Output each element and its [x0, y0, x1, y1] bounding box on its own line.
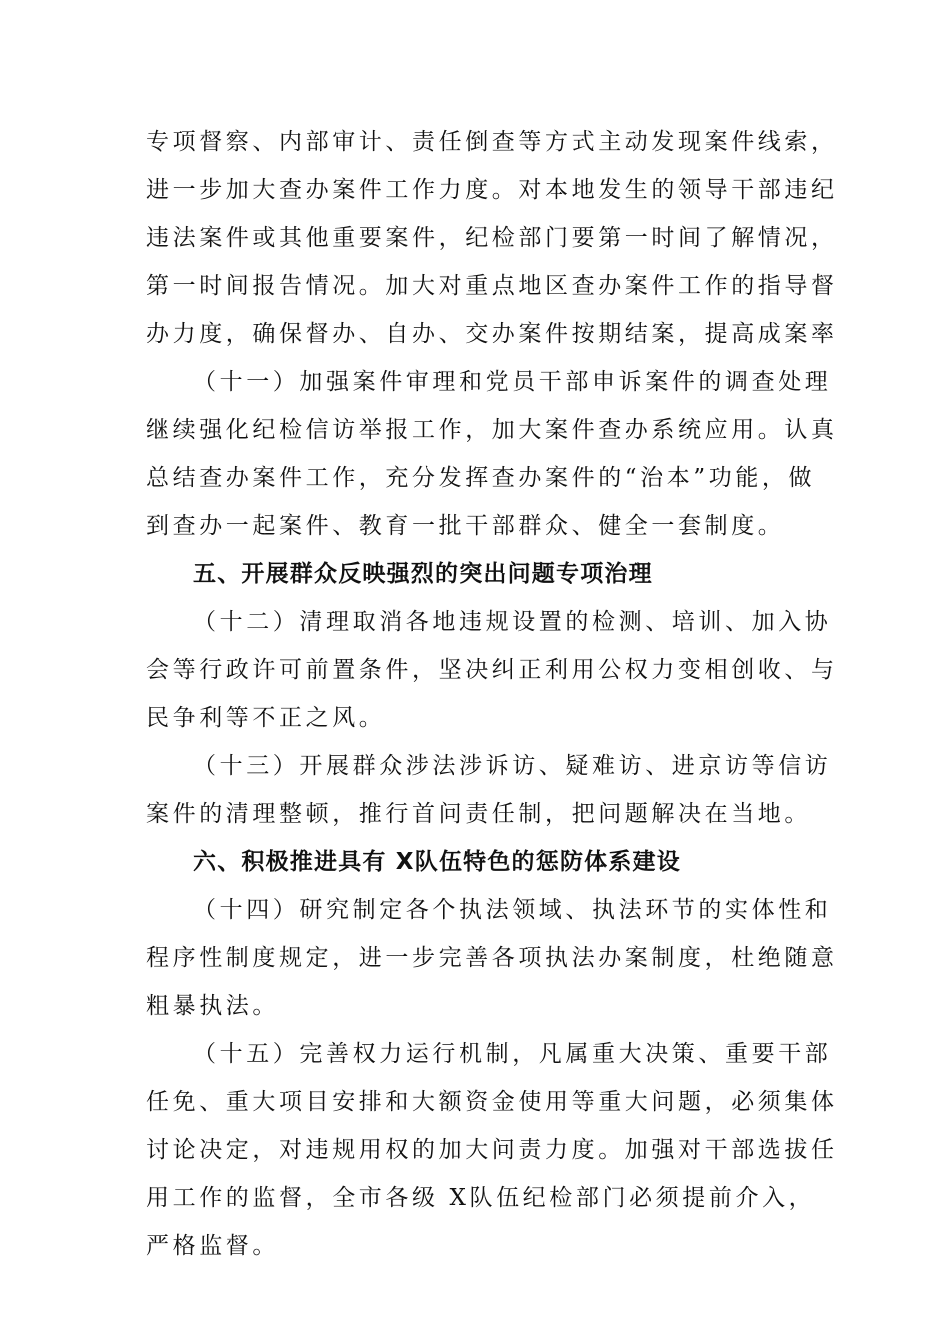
body-line: 总结查办案件工作，充分发挥查办案件的“治本”功能，做: [146, 465, 816, 491]
body-line: 任免、重大项目安排和大额资金使用等重大问题，必须集体: [146, 1089, 838, 1115]
body-line: 进一步加大查办案件工作力度。对本地发生的领导干部违纪: [146, 177, 838, 203]
document-body: [146, 118, 838, 1270]
body-line: 程序性制度规定，进一步完善各项执法办案制度，杜绝随意: [146, 945, 838, 971]
body-line: 案件的清理整顿，推行首问责任制，把问题解决在当地。: [146, 801, 811, 827]
paragraph-15-start: （十五）完善权力运行机制，凡属重大决策、重要干部: [193, 1041, 832, 1067]
section-heading-5: 五、开展群众反映强烈的突出问题专项治理: [193, 561, 653, 587]
body-line: 会等行政许可前置条件，坚决纠正利用公权力变相创收、与: [146, 657, 838, 683]
body-line: 民争利等不正之风。: [146, 705, 386, 731]
body-line: 讨论决定，对违规用权的加大问责力度。加强对干部选拔任: [146, 1137, 838, 1163]
body-line: 严格监督。: [146, 1233, 279, 1259]
body-line: 粗暴执法。: [146, 993, 279, 1019]
body-line: 专项督察、内部审计、责任倒查等方式主动发现案件线索，: [146, 129, 838, 155]
body-line: 违法案件或其他重要案件，纪检部门要第一时间了解情况，: [146, 225, 838, 251]
paragraph-13-start: （十三）开展群众涉法涉诉访、疑难访、进京访等信访: [193, 753, 832, 779]
section-heading-6: 六、积极推进具有 X队伍特色的惩防体系建设: [193, 849, 681, 875]
body-line: 办力度，确保督办、自办、交办案件按期结案，提高成案率: [146, 321, 838, 347]
body-line: 到查办一起案件、教育一批干部群众、健全一套制度。: [146, 513, 785, 539]
body-line: 用工作的监督，全市各级 X队伍纪检部门必须提前介入，: [146, 1185, 816, 1211]
paragraph-11-start: （十一）加强案件审理和党员干部申诉案件的调查处理: [193, 369, 832, 395]
paragraph-12-start: （十二）清理取消各地违规设置的检测、培训、加入协: [193, 609, 832, 635]
body-line: 第一时间报告情况。加大对重点地区查办案件工作的指导督: [146, 273, 838, 299]
body-line: 继续强化纪检信访举报工作，加大案件查办系统应用。认真: [146, 417, 838, 443]
paragraph-14-start: （十四）研究制定各个执法领域、执法环节的实体性和: [193, 897, 832, 923]
